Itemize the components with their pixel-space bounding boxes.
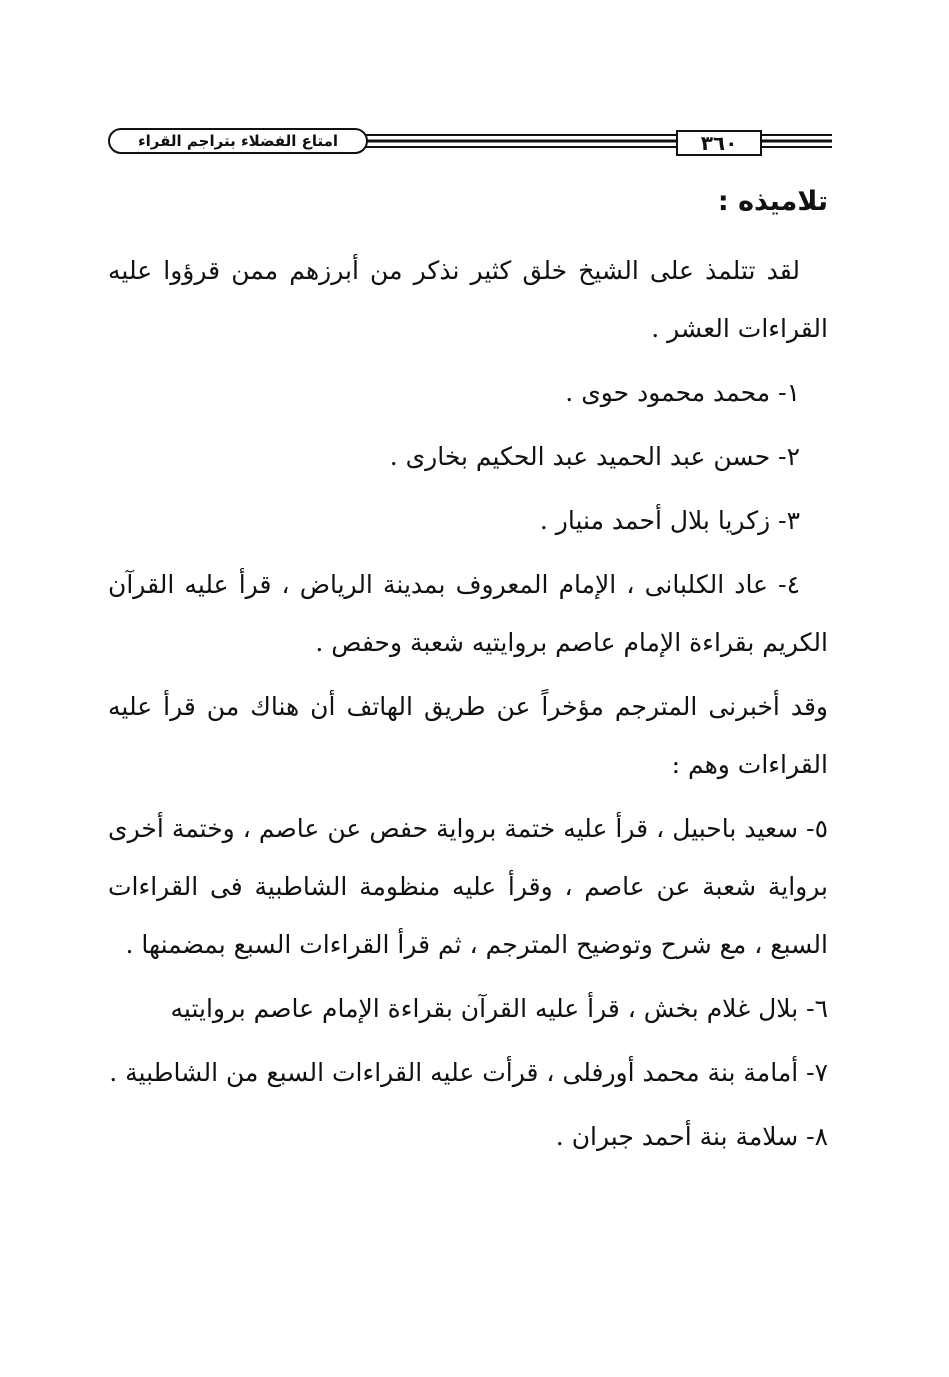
list-item-2: ٢- حسن عبد الحميد عبد الحكيم بخارى .	[389, 442, 800, 471]
list-item-1: ١- محمد محمود حوى .	[565, 378, 800, 407]
running-title: امتاع الفضلاء بتراجم القراء	[108, 128, 368, 154]
list-item-8: ٨- سلامة بنة أحمد جبران .	[555, 1122, 828, 1151]
paragraph-intro: لقد تتلمذ على الشيخ خلق كثير نذكر من أبرزهم ممن قرؤوا عليه القراءات العشر .	[108, 256, 828, 343]
list-item-5: ٥- سعيد باحبيل ، قرأ عليه ختمة برواية حفص عن عاصم ، وختمة أخرى برواية شعبة عن عاصم ، وقرأ عليه منظومة الشاطبية فى القراءات السبع ، مع شرح وتوضيح المترجم ، ثم قرأ القراءات السبع بمضمنها .	[108, 814, 828, 959]
section-heading: تلاميذه :	[717, 186, 828, 217]
list-item-3: ٣- زكريا بلال أحمد منيار .	[539, 506, 800, 535]
list-item-7: ٧- أمامة بنة محمد أورفلى ، قرأت عليه القراءات السبع من الشاطبية .	[109, 1058, 828, 1087]
list-item-6: ٦- بلال غلام بخش ، قرأ عليه القرآن بقراءة الإمام عاصم بروايتيه	[170, 994, 828, 1023]
list-item-4: ٤- عاد الكلبانى ، الإمام المعروف بمدينة الرياض ، قرأ عليه القرآن الكريم بقراءة الإمام عاصم بروايتيه شعبة وحفص .	[108, 570, 828, 657]
page-number: ٣٦٠	[676, 130, 762, 156]
page-content	[108, 176, 828, 1172]
paragraph-note: وقد أخبرنى المترجم مؤخراً عن طريق الهاتف أن هناك من قرأ عليه القراءات وهم :	[108, 692, 828, 779]
page-header	[104, 124, 832, 160]
